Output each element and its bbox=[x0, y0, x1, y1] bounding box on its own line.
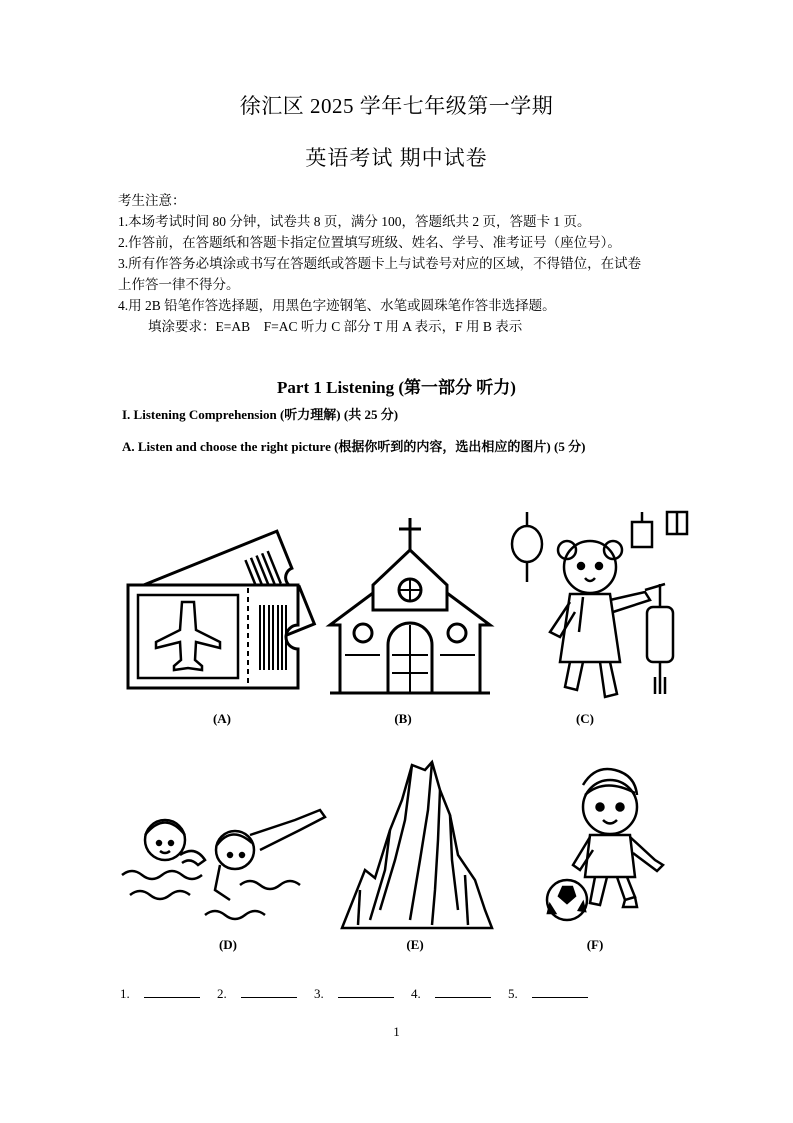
answer-blank[interactable] bbox=[435, 985, 491, 998]
answer-blanks bbox=[120, 985, 602, 1002]
answer-number: 3. bbox=[314, 986, 324, 1001]
note-item: 3.所有作答务必填涂或书写在答题纸或答题卡上与试卷号对应的区域，不得错位，在试卷 bbox=[118, 256, 642, 271]
fill-requirement: 填涂要求：E=AB F=AC 听力 C 部分 T 用 A 表示，F 用 B 表示 bbox=[148, 319, 523, 334]
note-item: 4.用 2B 铅笔作答选择题，用黑色字迹钢笔、水笔或圆珠笔作答非选择题。 bbox=[118, 298, 556, 313]
exam-title-line1: 徐汇区 2025 学年七年级第一学期 bbox=[239, 94, 554, 118]
answer-blank[interactable] bbox=[241, 985, 297, 998]
answer-blank[interactable] bbox=[532, 985, 588, 998]
note-item: 1.本场考试时间 80 分钟，试卷共 8 页，满分 100，答题纸共 2 页，答题卡 1 页。 bbox=[118, 214, 591, 229]
answer-number: 1. bbox=[120, 986, 130, 1001]
mountain-icon bbox=[340, 760, 495, 930]
section-title: I. Listening Comprehension (听力理解) (共 25 分) bbox=[122, 407, 399, 422]
boy-with-football-icon bbox=[545, 765, 675, 925]
picture-label: (C) bbox=[575, 711, 595, 726]
picture-label: (D) bbox=[218, 937, 238, 952]
answer-number: 5. bbox=[508, 986, 518, 1001]
page-number: 1 bbox=[393, 1024, 400, 1039]
picture-label: (A) bbox=[212, 711, 232, 726]
swimming-children-icon bbox=[120, 805, 330, 925]
girl-with-lantern-icon bbox=[505, 512, 705, 702]
notes-heading: 考生注意： bbox=[118, 193, 186, 208]
picture-label: (B) bbox=[394, 711, 412, 726]
exam-title-line2: 英语考试 期中试卷 bbox=[305, 146, 488, 170]
part-title: Part 1 Listening (第一部分 听力) bbox=[277, 378, 516, 397]
picture-label: (F) bbox=[586, 937, 604, 952]
answer-number: 4. bbox=[411, 986, 421, 1001]
subsection-title: A. Listen and choose the right picture (根据你听到的内容，选出相应的图片) (5 分) bbox=[122, 439, 586, 454]
note-item: 2.作答前，在答题纸和答题卡指定位置填写班级、姓名、学号、准考证号（座位号）。 bbox=[118, 235, 621, 250]
picture-label: (E) bbox=[406, 937, 424, 952]
candidate-notes bbox=[118, 190, 641, 337]
church-icon bbox=[325, 515, 495, 700]
answer-number: 2. bbox=[217, 986, 227, 1001]
note-item: 上作答一律不得分。 bbox=[118, 277, 240, 292]
answer-blank[interactable] bbox=[144, 985, 200, 998]
answer-blank[interactable] bbox=[338, 985, 394, 998]
plane-ticket-icon bbox=[110, 530, 305, 700]
